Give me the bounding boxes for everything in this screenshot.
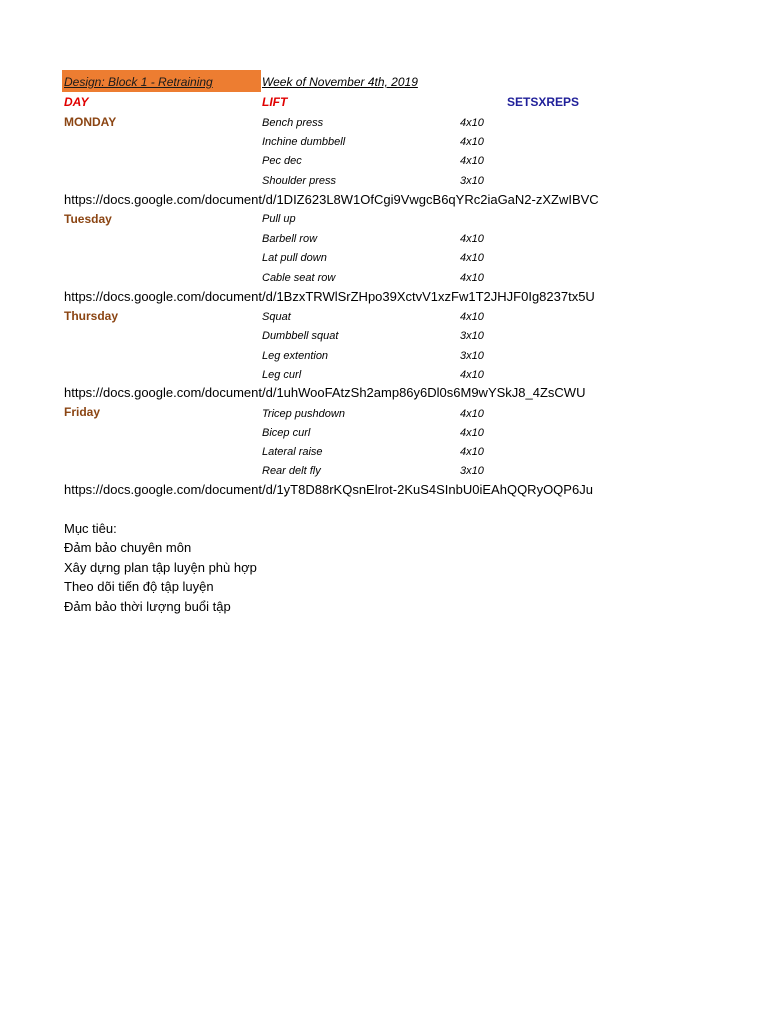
lift-name: Lat pull down: [262, 252, 327, 264]
sets-value: 4x10: [460, 136, 484, 148]
goal-item: Đảm bảo chuyên môn: [64, 540, 192, 555]
lift-name: Leg extention: [262, 350, 329, 362]
day-label-monday: MONDAY: [64, 115, 117, 129]
sets-value: 3x10: [460, 175, 484, 187]
lift-name: Dumbbell squat: [262, 330, 339, 342]
day-label-tuesday: Tuesday: [64, 212, 112, 226]
day-label-thursday: Thursday: [64, 309, 119, 323]
day-label-friday: Friday: [64, 405, 101, 419]
lift-name: Squat: [262, 311, 291, 323]
lift-name: Shoulder press: [262, 175, 336, 187]
sets-value: 4x10: [460, 311, 484, 323]
design-title-cell[interactable]: [62, 70, 261, 92]
column-header-lift: LIFT: [262, 95, 288, 109]
lift-name: Pull up: [262, 213, 296, 225]
sets-value: 4x10: [460, 272, 484, 284]
lift-name: Tricep pushdown: [262, 408, 345, 420]
sets-value: 3x10: [460, 465, 484, 477]
sets-value: 4x10: [460, 408, 484, 420]
doc-link-monday[interactable]: https://docs.google.com/document/d/1DIZ623L8W1OfCgi9VwgcB6qYRc2iaGaN2-zXZwIBVC: [64, 192, 599, 207]
lift-name: Lateral raise: [262, 446, 323, 458]
sets-value: 4x10: [460, 233, 484, 245]
lift-name: Inchine dumbbell: [262, 136, 346, 148]
lift-name: Barbell row: [262, 233, 318, 245]
doc-link-tuesday[interactable]: https://docs.google.com/document/d/1BzxTRWlSrZHpo39XctvV1xzFw1T2JHJF0Ig8237tx5U: [64, 289, 595, 304]
lift-name: Bench press: [262, 117, 324, 129]
sets-value: 4x10: [460, 155, 484, 167]
lift-name: Pec dec: [262, 155, 302, 167]
doc-link-friday[interactable]: https://docs.google.com/document/d/1yT8D88rKQsnElrot-2KuS4SInbU0iEAhQQRyOQP6Ju: [64, 482, 593, 497]
doc-link-thursday[interactable]: https://docs.google.com/document/d/1uhWooFAtzSh2amp86y6Dl0s6M9wYSkJ8_4ZsCWU: [64, 385, 586, 400]
sets-value: 3x10: [460, 350, 484, 362]
sets-value: 4x10: [460, 252, 484, 264]
goal-item: Đảm bảo thời lượng buổi tập: [64, 599, 231, 614]
lift-name: Bicep curl: [262, 427, 311, 439]
sets-value: 3x10: [460, 330, 484, 342]
goal-item: Theo dõi tiến độ tập luyện: [64, 579, 214, 594]
sets-value: 4x10: [460, 427, 484, 439]
design-title: Design: Block 1 - Retraining: [64, 75, 213, 89]
column-header-day: DAY: [64, 95, 89, 109]
sets-value: 4x10: [460, 369, 484, 381]
goals-title: Mục tiêu:: [64, 521, 117, 536]
lift-name: Rear delt fly: [262, 465, 321, 477]
lift-name: Leg curl: [262, 369, 302, 381]
goal-item: Xây dựng plan tập luyện phù hợp: [64, 560, 257, 575]
lift-name: Cable seat row: [262, 272, 336, 284]
sets-value: 4x10: [460, 446, 484, 458]
week-title: Week of November 4th, 2019: [262, 75, 418, 89]
column-header-setsxreps: SETSXREPS: [507, 95, 580, 109]
sets-value: 4x10: [460, 117, 484, 129]
